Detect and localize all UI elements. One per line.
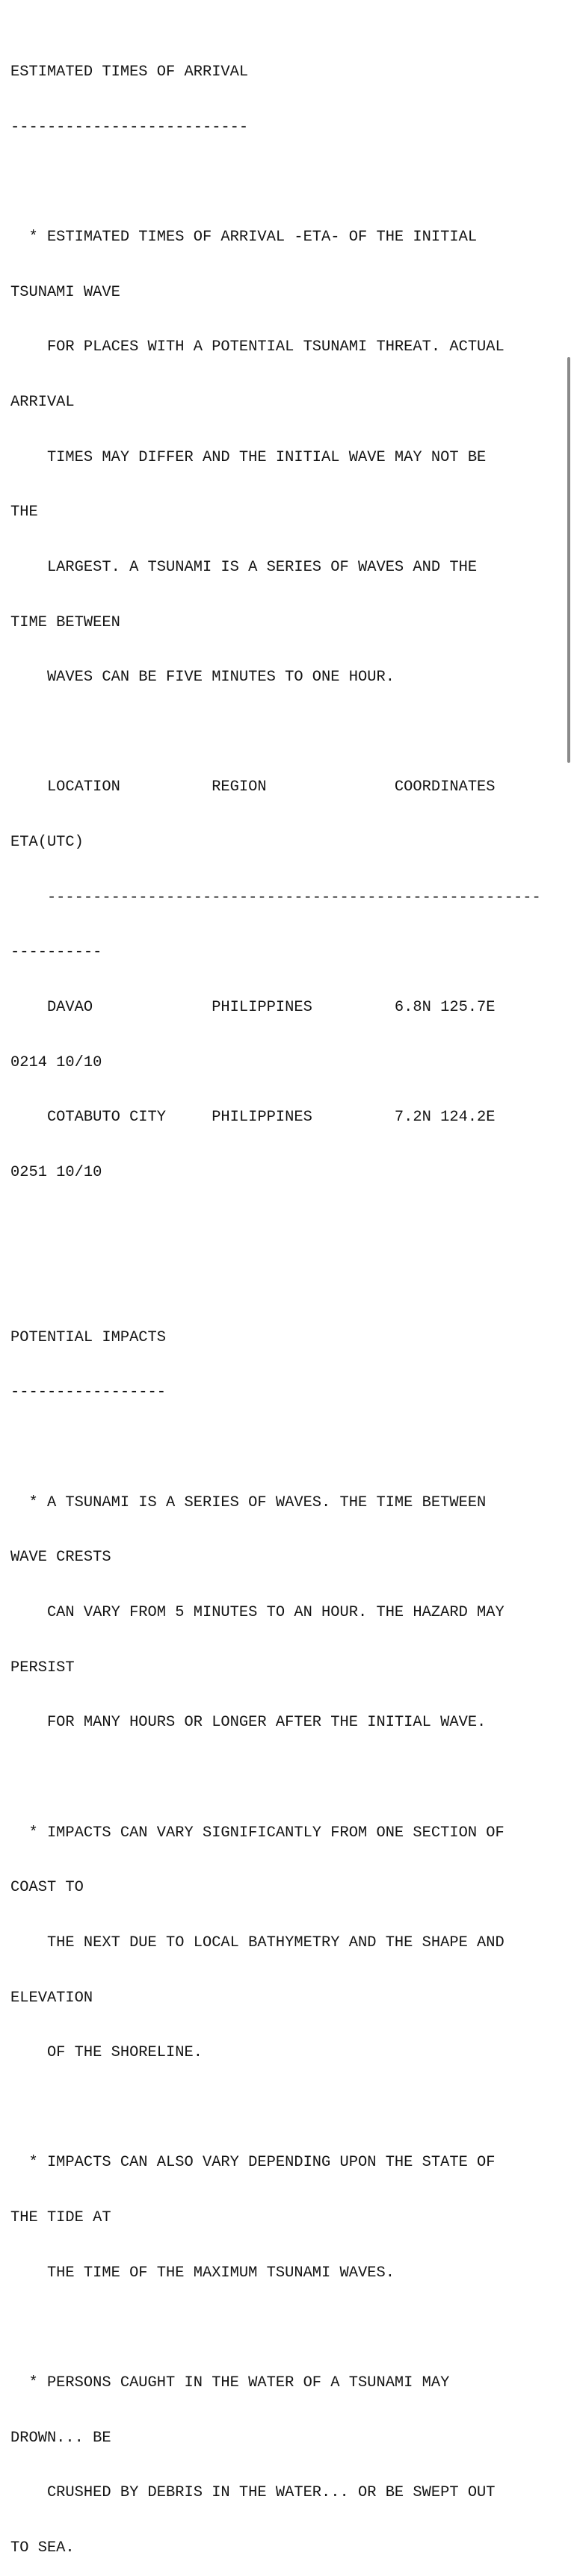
- section-heading-impacts: POTENTIAL IMPACTS: [10, 1328, 167, 1346]
- table-row-line: COTABUTO CITY PHILIPPINES 7.2N 124.2E: [10, 1109, 496, 1127]
- paragraph-line: * IMPACTS CAN ALSO VARY DEPENDING UPON THE STATE OF: [10, 2154, 496, 2172]
- table-row-line: 0214 10/10: [10, 1053, 102, 1071]
- paragraph-line: DROWN... BE: [10, 2429, 111, 2447]
- paragraph-line: FOR PLACES WITH A POTENTIAL TSUNAMI THREAT. ACTUAL: [10, 338, 504, 356]
- paragraph-line: CAN VARY FROM 5 MINUTES TO AN HOUR. THE HAZARD MAY: [10, 1604, 504, 1622]
- blank-line: [10, 2319, 564, 2338]
- table-separator-line: ------------------------------------------------------: [10, 888, 541, 906]
- vertical-scrollbar[interactable]: [567, 357, 570, 763]
- paragraph-line: * A TSUNAMI IS A SERIES OF WAVES. THE TIME BETWEEN: [10, 1493, 487, 1511]
- blank-line: [10, 1219, 564, 1238]
- paragraph-line: THE TIDE AT: [10, 2209, 111, 2227]
- bulletin-text: [10, 27, 564, 2576]
- paragraph-line: OF THE SHORELINE.: [10, 2044, 203, 2062]
- paragraph-line: * IMPACTS CAN VARY SIGNIFICANTLY FROM ONE SECTION OF: [10, 1824, 504, 1842]
- paragraph-line: TSUNAMI WAVE: [10, 283, 120, 301]
- blank-line: [10, 173, 564, 192]
- blank-line: [10, 2099, 564, 2118]
- paragraph-line: WAVE CRESTS: [10, 1549, 111, 1567]
- table-header-line: LOCATION REGION COORDINATES: [10, 778, 496, 796]
- blank-line: [10, 1439, 564, 1458]
- section-heading-eta: ESTIMATED TIMES OF ARRIVAL: [10, 64, 249, 81]
- paragraph-line: * PERSONS CAUGHT IN THE WATER OF A TSUNAMI MAY: [10, 2374, 450, 2391]
- paragraph-line: TIMES MAY DIFFER AND THE INITIAL WAVE MAY NOT BE: [10, 448, 487, 466]
- table-row-line: DAVAO PHILIPPINES 6.8N 125.7E: [10, 998, 496, 1016]
- table-header-line: ETA(UTC): [10, 834, 84, 852]
- table-separator-line: ----------: [10, 944, 102, 962]
- paragraph-line: THE: [10, 504, 38, 521]
- paragraph-line: COAST TO: [10, 1879, 84, 1897]
- paragraph-line: TIME BETWEEN: [10, 613, 120, 631]
- paragraph-line: FOR MANY HOURS OR LONGER AFTER THE INITIAL WAVE.: [10, 1714, 487, 1732]
- section-underline: --------------------------: [10, 118, 249, 136]
- blank-line: [10, 724, 564, 743]
- paragraph-line: LARGEST. A TSUNAMI IS A SERIES OF WAVES AND THE: [10, 558, 478, 576]
- paragraph-line: THE TIME OF THE MAXIMUM TSUNAMI WAVES.: [10, 2264, 395, 2282]
- paragraph-line: ELEVATION: [10, 1989, 93, 2007]
- paragraph-line: ARRIVAL: [10, 393, 75, 411]
- blank-line: [10, 1274, 564, 1292]
- paragraph-line: PERSIST: [10, 1659, 75, 1676]
- paragraph-line: TO SEA.: [10, 2539, 75, 2557]
- paragraph-line: * ESTIMATED TIMES OF ARRIVAL -ETA- OF THE INITIAL: [10, 229, 478, 247]
- table-row-line: 0251 10/10: [10, 1163, 102, 1181]
- paragraph-line: THE NEXT DUE TO LOCAL BATHYMETRY AND THE SHAPE AND: [10, 1933, 504, 1951]
- blank-line: [10, 1769, 564, 1788]
- paragraph-line: WAVES CAN BE FIVE MINUTES TO ONE HOUR.: [10, 669, 395, 687]
- paragraph-line: CRUSHED BY DEBRIS IN THE WATER... OR BE SWEPT OUT: [10, 2484, 496, 2502]
- section-underline: -----------------: [10, 1384, 167, 1402]
